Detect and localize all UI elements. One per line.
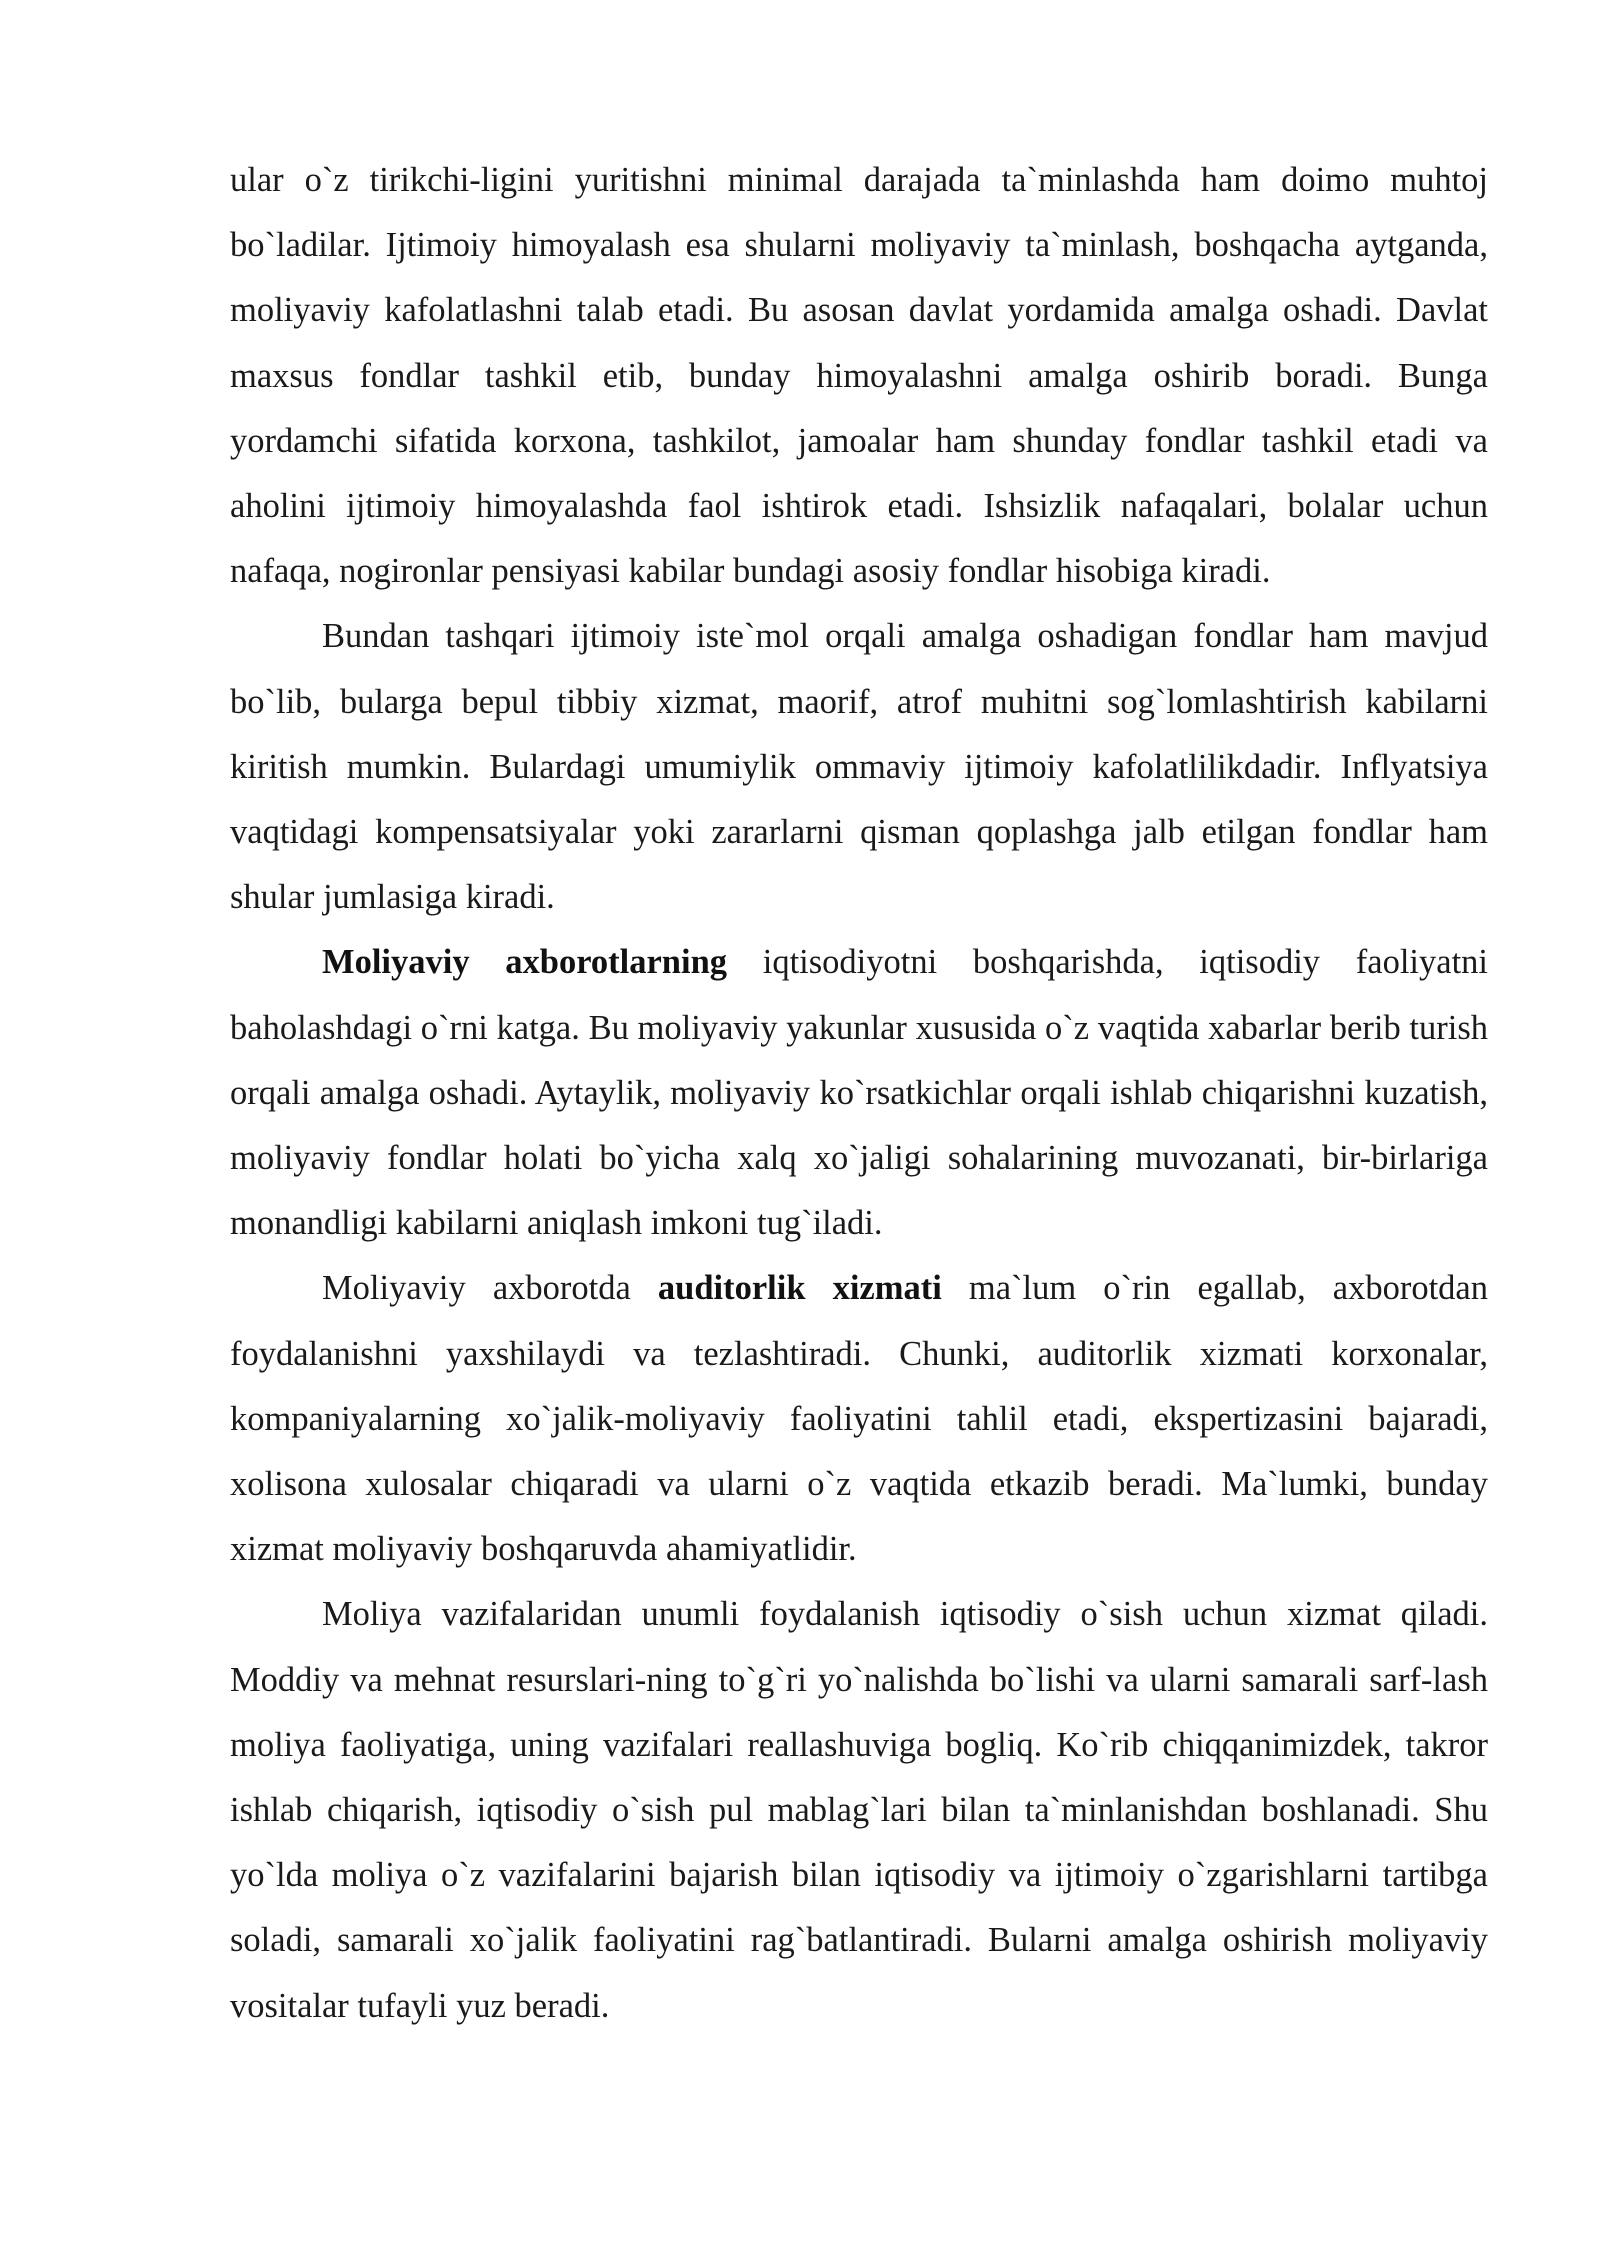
document-body (230, 148, 1488, 2039)
paragraph-3 (230, 930, 1488, 1256)
paragraph-2-text: Bundan tashqari ijtimoiy iste`mol orqali amalga oshadigan fondlar ham mavjud bo`lib, bularga bepul tibbiy xizmat, maorif, atrof muhitni sog`lomlashtirish kabilarni kiritish mumkin. Bulardagi umumiylik ommaviy ijtimoiy kafolatlilikdadir. Inflyatsiya vaqtidagi kompensatsiyalar yoki zararlarni qisman qoplashga jalb etilgan fondlar ham shular jumlasiga kiradi. (230, 617, 1488, 917)
paragraph-4 (230, 1256, 1488, 1582)
paragraph-4-bold-term: auditorlik xizmati (657, 1269, 942, 1308)
paragraph-4-lead-text: Moliyaviy axborotda (322, 1269, 658, 1308)
paragraph-2 (230, 604, 1488, 930)
paragraph-5 (230, 1582, 1488, 2038)
paragraph-1 (230, 148, 1488, 604)
paragraph-3-text: iqtisodiyotni boshqarishda, iqtisodiy faoliyatni baholashdagi o`rni katga. Bu moliyaviy yakunlar xususida o`z vaqtida xabarlar berib turish orqali amalga oshadi. Aytaylik, moliyaviy ko`rsatkichlar orqali ishlab chiqarishni kuzatish, moliyaviy fondlar holati bo`yicha xalq xo`jaligi sohalarining muvozanati, bir-birlariga monandligi kabilarni aniqlash imkoni tug`iladi. (230, 943, 1488, 1243)
paragraph-5-text: Moliya vazifalaridan unumli foydalanish iqtisodiy o`sish uchun xizmat qiladi. Moddiy va mehnat resurslari-ning to`g`ri yo`nalishda bo`lishi va ularni samarali sarf-lash moliya faoliyatiga, uning vazifalari reallashuviga bogliq. Ko`rib chiqqanimizdek, takror ishlab chiqarish, iqtisodiy o`sish pul mablag`lari bilan ta`minlanishdan boshlanadi. Shu yo`lda moliya o`z vazifalarini bajarish bilan iqtisodiy va ijtimoiy o`zgarishlarni tartibga soladi, samarali xo`jalik faoliyatini rag`batlantiradi. Bularni amalga oshirish moliyaviy vositalar tufayli yuz beradi. (230, 1595, 1488, 2025)
paragraph-3-bold-term: Moliyaviy axborotlarning (322, 943, 728, 982)
paragraph-4-text: ma`lum o`rin egallab, axborotdan foydalanishni yaxshilaydi va tezlashtiradi. Chunki, auditorlik xizmati korxonalar, kompaniyalarning xo`jalik-moliyaviy faoliyatini tahlil etadi, ekspertizasini bajaradi, xolisona xulosalar chiqaradi va ularni o`z vaqtida etkazib beradi. Ma`lumki, bunday xizmat moliyaviy boshqaruvda ahamiyatlidir. (230, 1269, 1488, 1569)
paragraph-1-text: ular o`z tirikchi-ligini yuritishni minimal darajada ta`minlashda ham doimo muhtoj bo`ladilar. Ijtimoiy himoyalash esa shularni moliyaviy ta`minlash, boshqacha aytganda, moliyaviy kafolatlashni talab etadi. Bu asosan davlat yordamida amalga oshadi. Davlat maxsus fondlar tashkil etib, bunday himoyalashni amalga oshirib boradi. Bunga yordamchi sifatida korxona, tashkilot, jamoalar ham shunday fondlar tashkil etadi va aholini ijtimoiy himoyalashda faol ishtirok etadi. Ishsizlik nafaqalari, bolalar uchun nafaqa, nogironlar pensiyasi kabilar bundagi asosiy fondlar hisobiga kiradi. (230, 161, 1488, 591)
